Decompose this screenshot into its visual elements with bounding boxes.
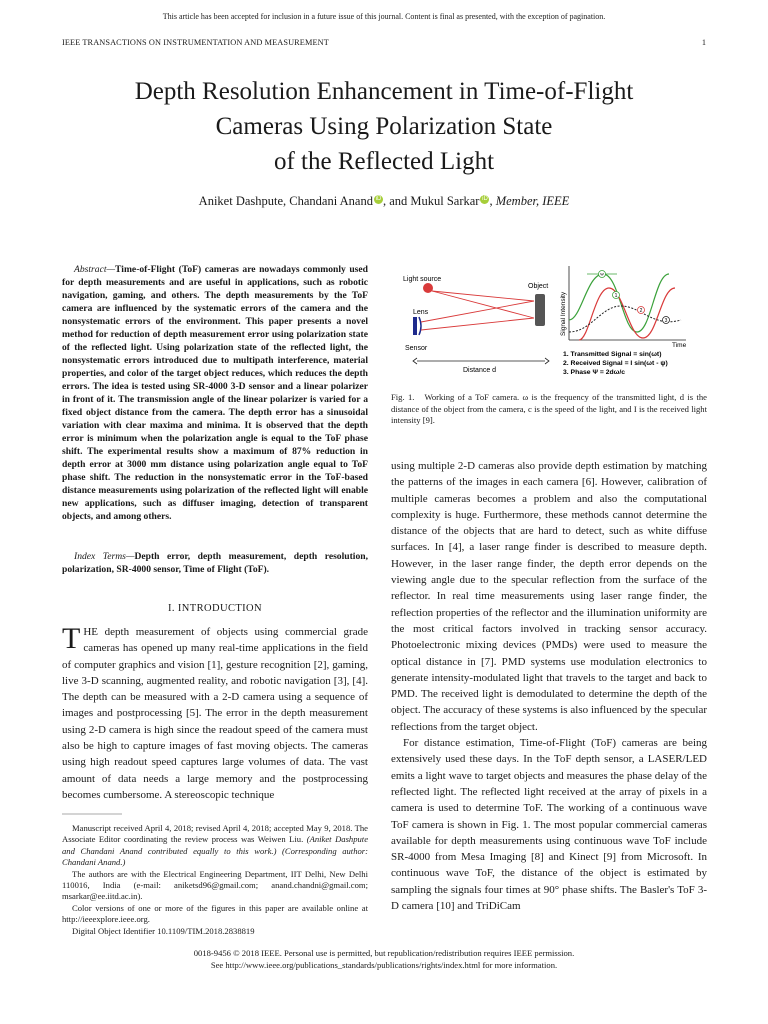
index-terms-text: Depth error, depth measurement, depth resolution, polarization, SR-4000 sensor, Time of Flight (ToF). <box>62 551 369 575</box>
marker-3-label: 3 <box>664 318 668 324</box>
footnote-color: Color versions of one or more of the figures in this paper are available online at http://ieeexplore.ieee.org. <box>62 902 368 925</box>
tof-figure <box>391 260 707 390</box>
title-line: Depth Resolution Enhancement in Time-of-Flight <box>134 78 634 105</box>
marker-2-label: 2 <box>639 308 643 314</box>
membership: Member, IEEE <box>495 194 570 208</box>
index-terms <box>62 550 368 576</box>
author-names: Aniket Dashpute, Chandani Anand <box>198 194 373 208</box>
caption-label: Fig. 1. <box>391 392 415 402</box>
lens-bar <box>413 317 417 335</box>
introduction-text <box>62 624 368 803</box>
axis-label-signal: Signal Intensity <box>560 291 567 336</box>
abstract-text: Time-of-Flight (ToF) cameras are nowadays commonly used for depth measurements and are useful in applications, such as robotic navigation, gaming, and others. The depth measurements by the ToF camera are influenced by the systematic errors of the camera and the nonsystematic errors of the environment. This paper presents a novel method for reduction of depth measurement error using polarization state of the reflected light. Using polarization state of the reflected light, the nonsystematic errors introduced due to multipath interference, material properties, and color of the target object reduces, which reduces the depth errors. The idea is tested using SR-4000 3-D sensor and a linear polarizer in front of it. The transmission angle of the linear polarizer is varied for a fixed object distance from the camera. The depth error has a sinusoidal variation with clear maxima and minima. It is observed that the depth error is minimum when the polarization angle is equal to the ToF phase shift. The experimental results show a maximum of 87% reduction in depth error at 3000 mm distance using polarization angle equal to ToF phase shift. The reduction in the nonsystematic error in the ToF-based distance measurements using polarization of the reflected light will enable new applications, such as diffuser imaging, detection of transparent objects, and among others. <box>62 264 368 522</box>
axis-label-time: Time <box>672 342 687 349</box>
received-wave <box>579 288 675 340</box>
abstract <box>62 263 368 523</box>
lens-curve <box>419 317 421 335</box>
page-number: 1 <box>701 38 706 47</box>
right-column-text <box>391 458 707 914</box>
legend-received: 2. Received Signal = I sin(ωt - ψ) <box>563 360 668 367</box>
paper-title <box>0 74 768 179</box>
paragraph: For distance estimation, Time-of-Flight (ToF) cameras are being extensively used these days. In the ToF depth sensor, a LASER/LED emits a light wave to target objects and measures the phase delay of the reflected light. The reflected light received at the array of pixels in a camera is used to determine ToF. The working of a continuous wave ToF camera is shown in Fig. 1. The most popular commercial cameras available for depth measurements using continuous wave ToF include SR-4000 from Mesa Imaging [8] and Kinect [9] from Microsoft. In continuous wave ToF, the distance of the object is estimated by sampling the signals four times at 90° phase shifts. The Basler's ToF 3-D camera [10] and TriDiCam <box>391 737 707 913</box>
legend-transmitted: 1. Transmitted Signal = sin(ωt) <box>563 351 662 358</box>
intro-body: depth measurement of objects using commercial grade cameras has opened up many real-time applications in the field of computer graphics and vision [1], gesture recognition [2], gaming, live 3-D scanning, augmented reality, and robotic navigation [3], [4]. The depth can be measured with a 2-D camera using a sequence of images and postprocessing [5]. The error in the depth measurement using 2-D camera is high since the readout speed of the camera must also be high to capture images of fast moving objects. The cameras using high readout speed captures large volumes of data. The vast amount of data needs a large memory and the postprocessing becomes cumbersome. A stereoscopic technique <box>62 626 368 801</box>
figure-caption <box>391 392 707 427</box>
label-sensor: Sensor <box>405 345 428 352</box>
emitted-ray <box>432 291 534 318</box>
orcid-icon[interactable]: iD <box>375 195 382 202</box>
author-list <box>0 194 768 209</box>
orcid-icon[interactable]: iD <box>482 195 488 202</box>
footnote-received: Manuscript received April 4, 2018; revised April 4, 2018; accepted May 9, 2018. The Associate Editor coordinating the review process was Weiwen Liu. (Aniket Dashpute and Chandani Anand contributed equally to this work.) (Corresponding author: Chandani Anand.) <box>62 823 369 868</box>
caption-text: Working of a ToF camera. ω is the frequency of the transmitted light, d is the distance of the object from the camera, c is the speed of the light, and I is the received light intensity [9]. <box>391 392 707 426</box>
journal-name: IEEE TRANSACTIONS ON INSTRUMENTATION AND MEASUREMENT <box>62 38 329 47</box>
index-terms-lead: Index Terms— <box>74 551 135 562</box>
intro-first-word: HE <box>83 626 98 638</box>
marker-phase-label: Ψ <box>600 272 604 277</box>
label-distance: Distance d <box>463 367 497 374</box>
paragraph: using multiple 2-D cameras also provide depth estimation by matching the patterns of the images in each camera [6]. However, calibration of multiple cameras becomes a problem and also the computational complexity is huge. Furthermore, these methods cannot determine the distance of the objects that are hard to detect, such as white diffuse surfaces. In [4], a laser range finder is described to measure depth. However, in the laser range finder, the depth error depends on the viewing angle due to the specular reflection from the surface of the reflector. In real time measurements using laser range finder, the reflection properties of the reflector and the illumination uniformity are the most critical factors involved in tracking sensor accuracy. Photoelectronic mixing devices (PMDs) were used to measure the optical distance in [7]. PMD systems use modulation electronics to generate intensity-modulated light that travels to the target and back to PMD. The received light is demodulated to determine the depth of the object. The accuracy of these systems is also influenced by the specular reflections from the target object. <box>391 460 707 733</box>
title-line: of the Reflected Light <box>273 148 495 175</box>
reflected-ray <box>421 318 534 330</box>
acceptance-notice: This article has been accepted for inclusion in a future issue of this journal. Content is final as presented, with the exception of pagination. <box>162 12 606 21</box>
label-lens: Lens <box>413 309 429 316</box>
marker-1-label: 1 <box>614 293 618 299</box>
dropcap: T <box>62 622 81 655</box>
abstract-lead: Abstract— <box>74 264 116 275</box>
legend-phase: 3. Phase Ψ = 2dω/c <box>563 369 626 376</box>
footnote-affiliation: The authors are with the Electrical Engineering Department, IIT Delhi, New Delhi 110016, India (e-mail: aniketsd96@gmail.com; anand.chandni@gmail.com; msarkar@ee.iitd.ac.in). <box>62 868 368 902</box>
author-names: , and Mukul Sarkar <box>382 194 480 208</box>
light-source-dot <box>423 283 433 293</box>
copyright-notice <box>0 947 768 971</box>
footnote-rule <box>62 813 368 815</box>
footnote-doi: Digital Object Identifier 10.1109/TIM.2018.2838819 <box>72 925 255 936</box>
emitted-ray <box>432 291 534 301</box>
footnotes <box>62 823 368 937</box>
reflected-ray <box>421 301 534 322</box>
author-sep: , <box>489 194 496 208</box>
label-object: Object <box>528 283 549 290</box>
transmitted-wave <box>569 274 669 332</box>
section-heading: I. INTRODUCTION <box>167 603 263 614</box>
title-line: Cameras Using Polarization State <box>215 113 553 140</box>
object-box <box>535 294 545 326</box>
label-light-source: Light source <box>403 276 442 283</box>
copyright-line: See http://www.ieee.org/publications_standards/publications/rights/index.html for more information. <box>210 960 558 970</box>
copyright-line: 0018-9456 © 2018 IEEE. Personal use is permitted, but republication/redistribution requires IEEE permission. <box>193 948 575 958</box>
